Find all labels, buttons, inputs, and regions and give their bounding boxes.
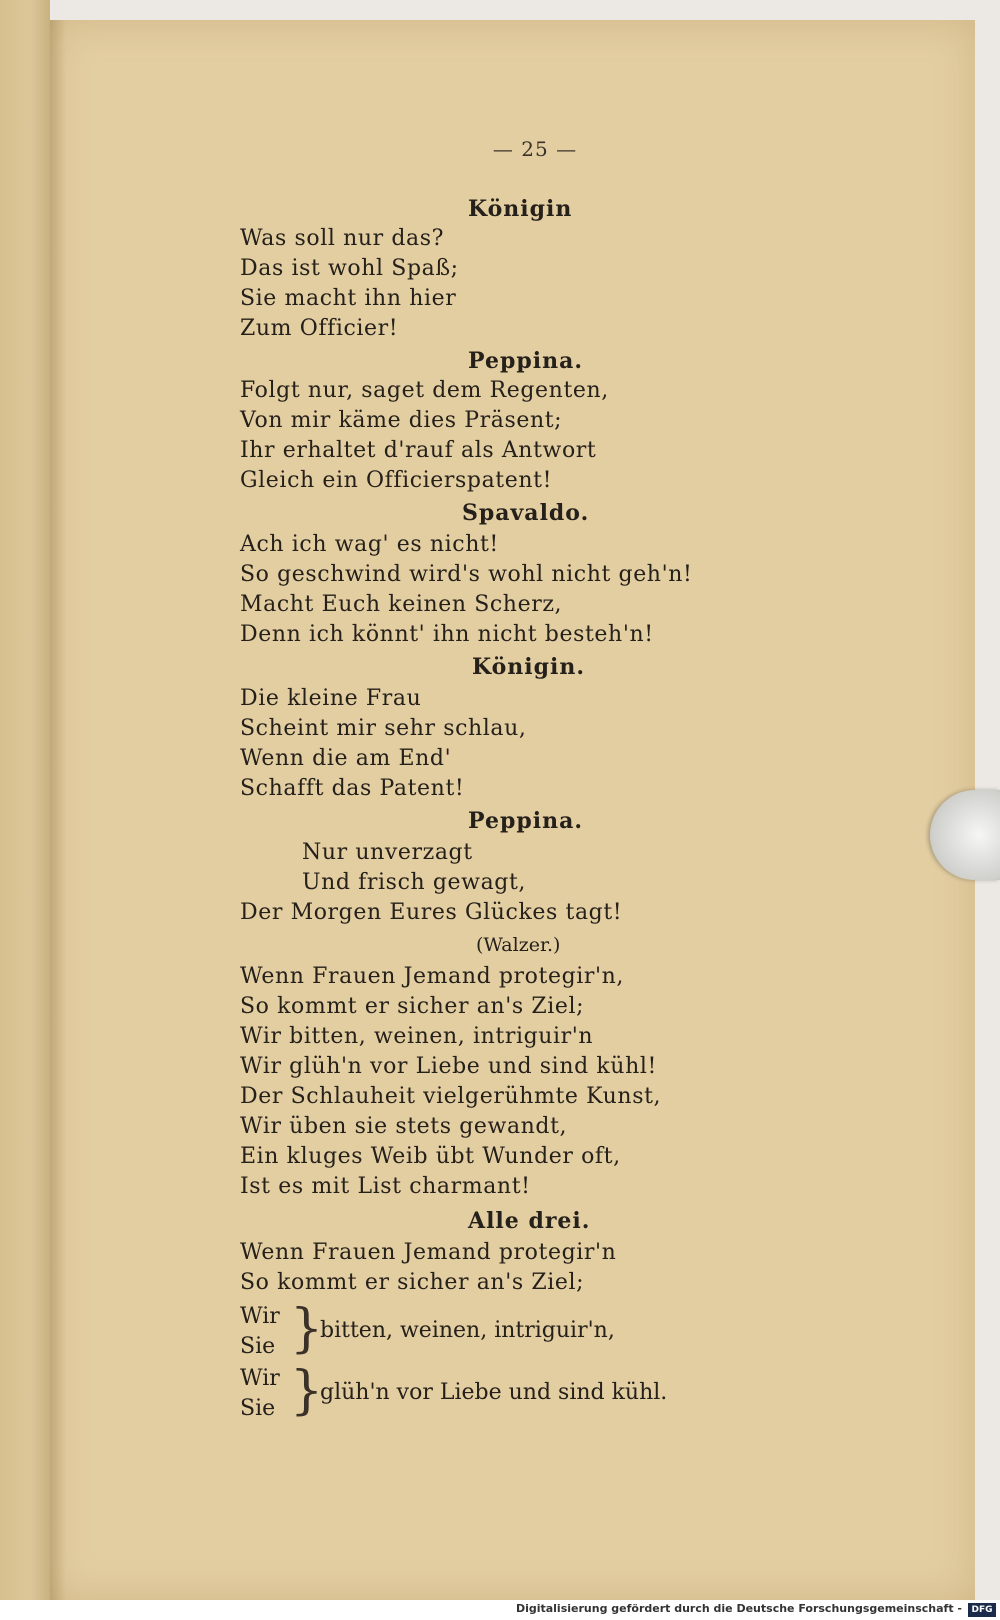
verse-line: Denn ich könnt' ihn nicht besteh'n! <box>240 622 654 647</box>
brace-word: Wir <box>240 1304 280 1329</box>
verse-line: Wenn Frauen Jemand protegir'n, <box>240 964 625 989</box>
verse-line: bitten, weinen, intriguir'n, <box>320 1318 615 1343</box>
speaker-heading: Alle drei. <box>468 1208 591 1234</box>
verse-line: Von mir käme dies Präsent; <box>240 408 563 433</box>
dfg-logo: DFG <box>968 1603 996 1617</box>
verse-line: Die kleine Frau <box>240 686 422 711</box>
verse-line: Wenn die am End' <box>240 746 452 771</box>
verse-line: Schafft das Patent! <box>240 776 465 801</box>
verse-line: Sie macht ihn hier <box>240 286 457 311</box>
speaker-heading: Spavaldo. <box>462 500 590 526</box>
verse-line: Wir üben sie stets gewandt, <box>240 1114 568 1139</box>
verse-line: Wir glüh'n vor Liebe und sind kühl! <box>240 1054 657 1079</box>
brace-word: Sie <box>240 1396 276 1421</box>
verse-line: So kommt er sicher an's Ziel; <box>240 1270 585 1295</box>
page-gutter-shadow <box>50 20 66 1600</box>
brace-verse <box>240 1361 680 1426</box>
speaker-heading: Peppina. <box>468 808 583 834</box>
verse-line: Ihr erhaltet d'rauf als Antwort <box>240 438 597 463</box>
verse-line: Wir bitten, weinen, intriguir'n <box>240 1024 594 1049</box>
verse-line: Der Schlauheit vielgerühmte Kunst, <box>240 1084 662 1109</box>
brace-verse <box>240 1299 680 1364</box>
verse-line: So kommt er sicher an's Ziel; <box>240 994 585 1019</box>
verse-line: Macht Euch keinen Scherz, <box>240 592 563 617</box>
verse-line: Und frisch gewagt, <box>302 870 527 895</box>
brace-words <box>240 1302 280 1362</box>
curly-brace-icon: } <box>290 1299 324 1359</box>
speaker-heading: Peppina. <box>468 348 583 374</box>
brace-word: Wir <box>240 1366 280 1391</box>
verse-line: Zum Officier! <box>240 316 399 341</box>
verse-line: Nur unverzagt <box>302 840 473 865</box>
verse-line: So geschwind wird's wohl nicht geh'n! <box>240 562 693 587</box>
stage-direction: (Walzer.) <box>476 934 561 956</box>
verse-line: Der Morgen Eures Glückes tagt! <box>240 900 623 925</box>
verse-line: Folgt nur, saget dem Regenten, <box>240 378 609 403</box>
book-spine-edge <box>0 0 50 1600</box>
verse-line: Scheint mir sehr schlau, <box>240 716 527 741</box>
funding-notice: Digitalisierung gefördert durch die Deutsche Forschungsgemeinschaft - <box>515 1602 962 1615</box>
verse-line: Wenn Frauen Jemand protegir'n <box>240 1240 617 1265</box>
footer-bar <box>0 1600 1000 1620</box>
curly-brace-icon: } <box>290 1361 324 1421</box>
brace-word: Sie <box>240 1334 276 1359</box>
verse-line: Gleich ein Officierspatent! <box>240 468 553 493</box>
page-number: — 25 — <box>492 137 578 161</box>
speaker-heading: Königin <box>468 196 573 222</box>
verse-line: Das ist wohl Spaß; <box>240 256 459 281</box>
speaker-heading: Königin. <box>472 654 586 680</box>
verse-line: Ein kluges Weib übt Wunder oft, <box>240 1144 621 1169</box>
verse-line: Was soll nur das? <box>240 226 445 251</box>
verse-line: Ach ich wag' es nicht! <box>240 532 499 557</box>
brace-words <box>240 1364 280 1424</box>
verse-line: glüh'n vor Liebe und sind kühl. <box>320 1380 668 1405</box>
verse-line: Ist es mit List charmant! <box>240 1174 531 1199</box>
